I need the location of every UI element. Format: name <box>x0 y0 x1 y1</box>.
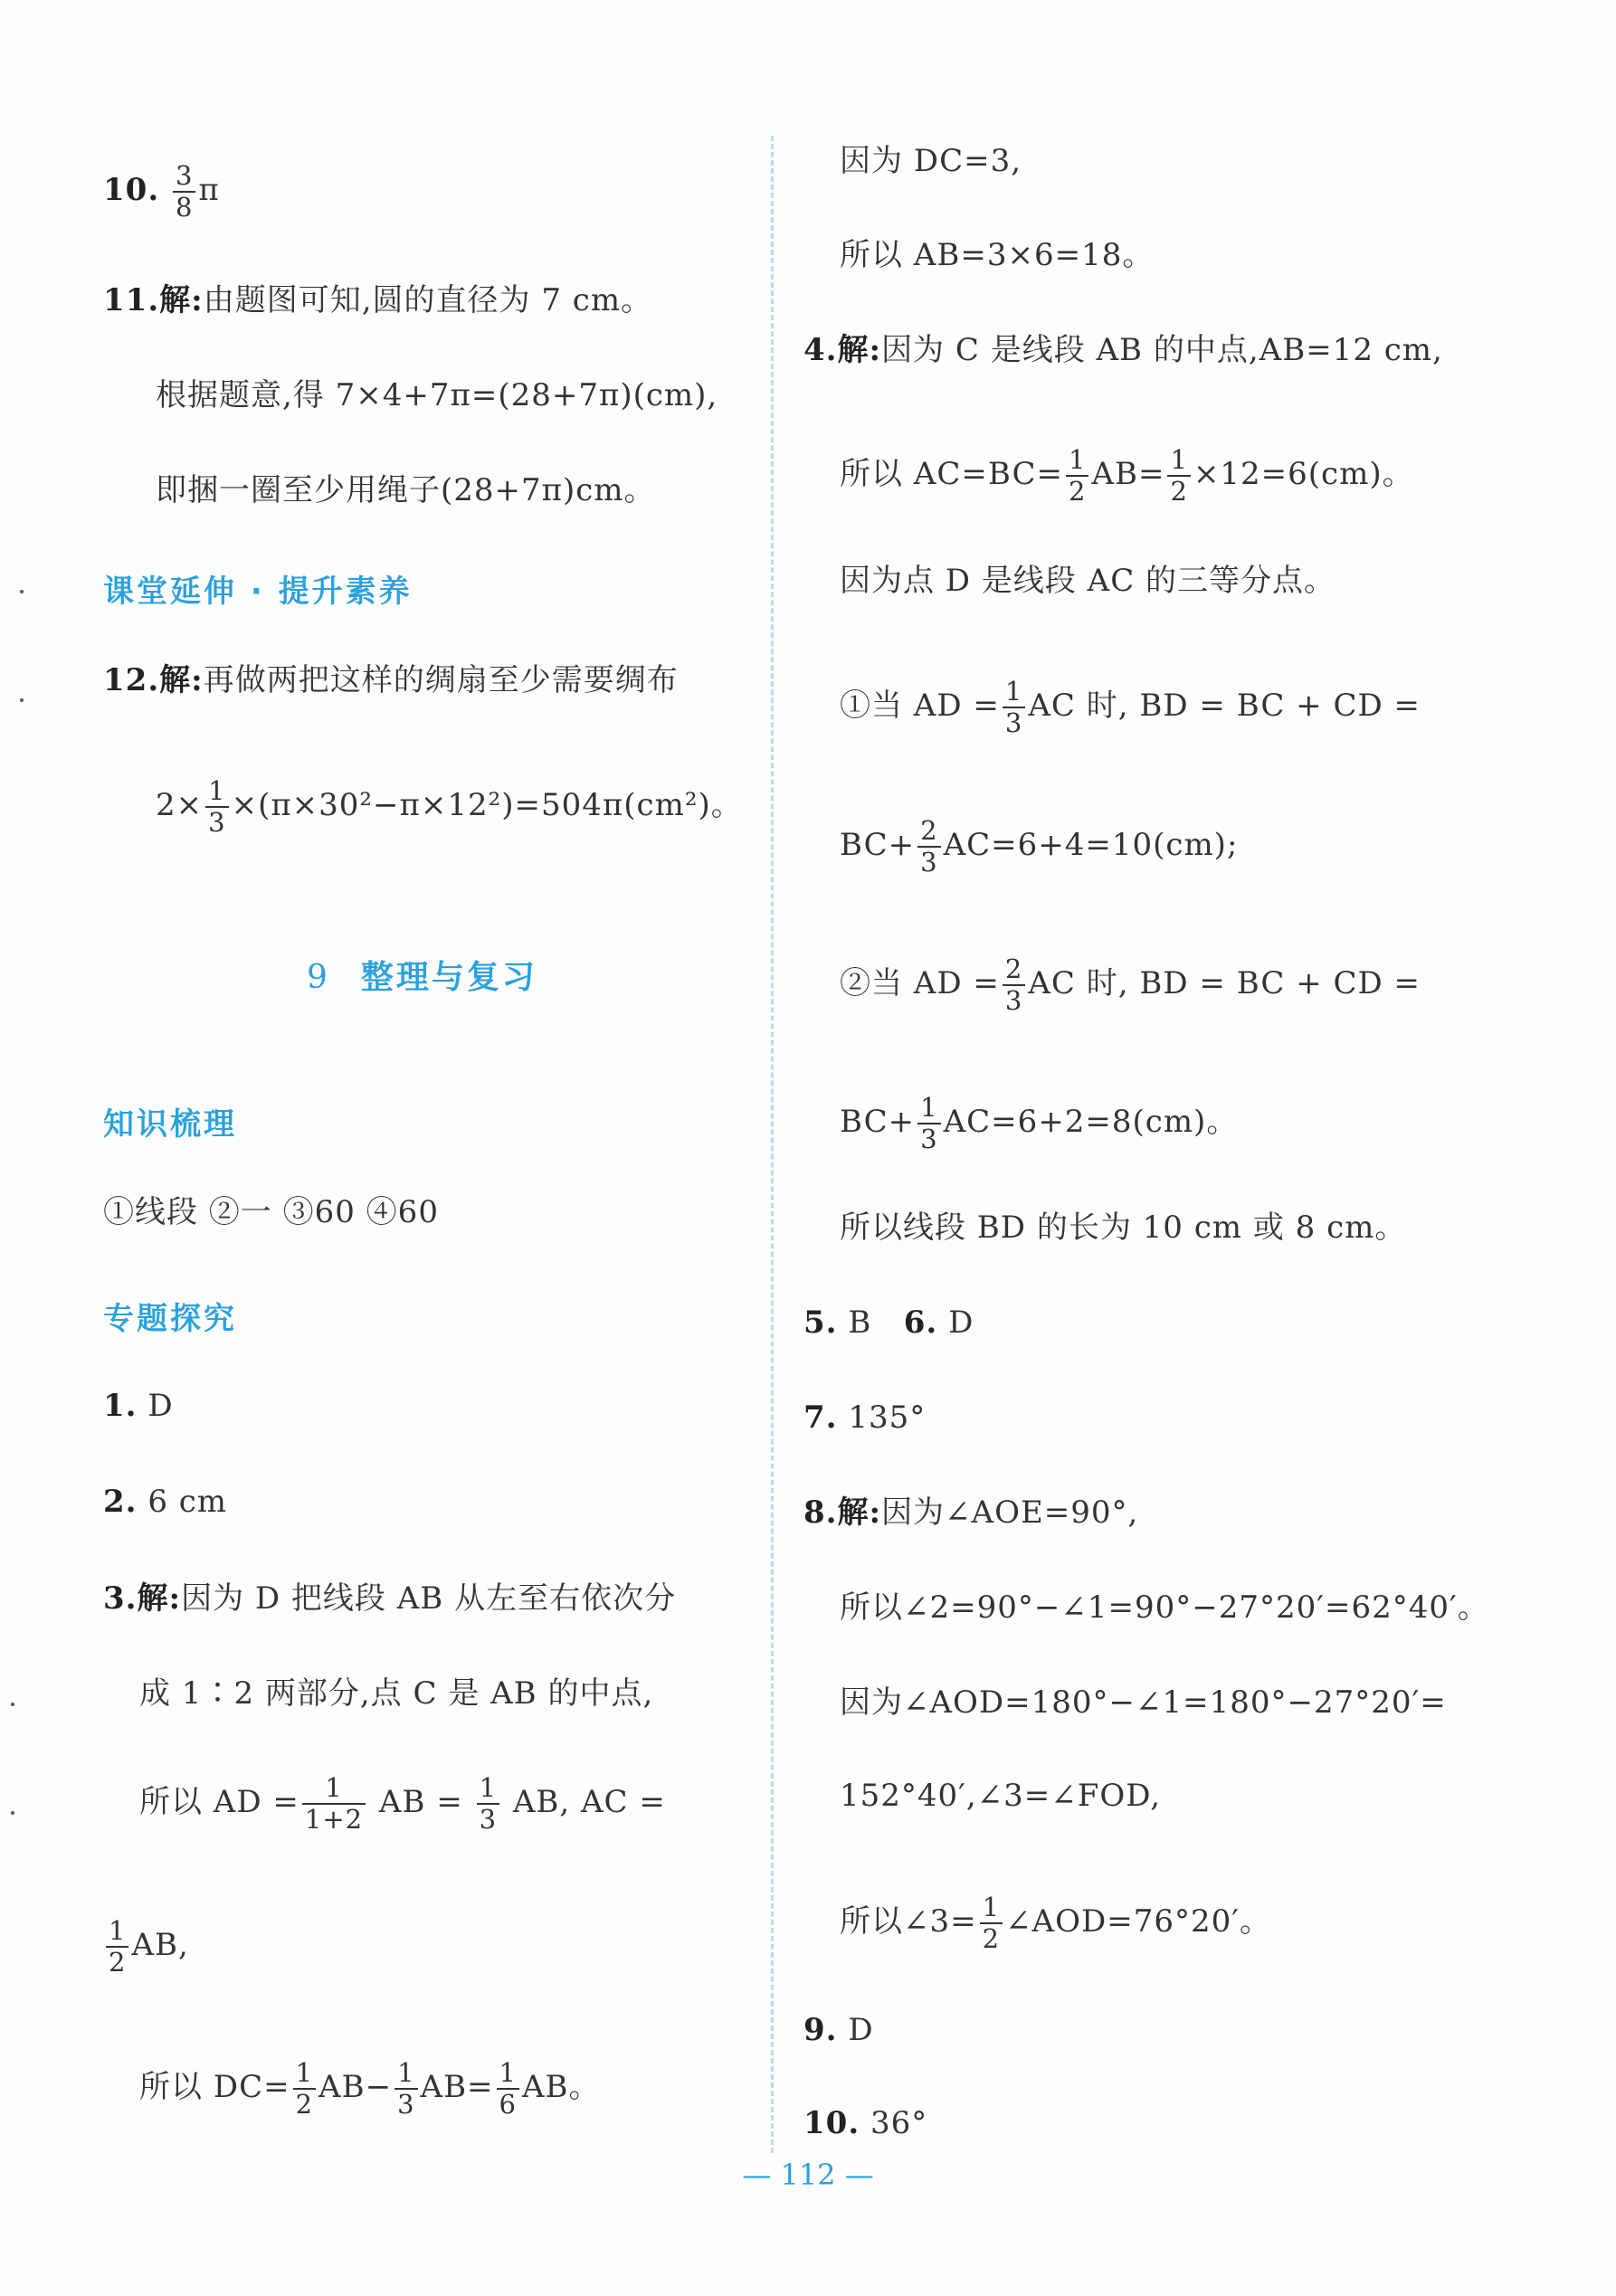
footer-dash-left: — <box>742 2158 781 2192</box>
fraction: $\frac{1}{1+2}$ <box>302 1773 366 1835</box>
column-divider <box>771 136 774 2153</box>
answer-q8-line1: 8.解:因为∠AOE=90°, <box>803 1494 1139 1531</box>
answer-q3-line4: $\frac{1}{2}$ AB, <box>103 1916 189 1978</box>
answer-q4-line5: BC+ $\frac{2}{3}$ AC=6+4=10(cm); <box>840 815 1239 878</box>
fraction: $\frac{1}{3}$ <box>917 1093 940 1154</box>
answer-q3-cont-line2: 所以 AB=3×6=18。 <box>840 237 1155 273</box>
section-heading-extend: 课堂延伸 · 提升素养 <box>103 574 413 610</box>
page-number-footer <box>0 2158 1616 2192</box>
knowledge-answers: ①线段 ②一 ③60 ④60 <box>103 1194 439 1230</box>
margin-dot <box>20 698 24 702</box>
fraction: $\frac{1}{3}$ <box>205 776 228 838</box>
answer-q4-line4: ①当 AD = $\frac{1}{3}$ AC 时, BD = BC + CD = <box>840 676 1421 738</box>
fraction: $\frac{1}{2}$ <box>980 1893 1003 1954</box>
fraction: $\frac{3}{8}$ <box>173 161 195 223</box>
section-heading-knowledge: 知识梳理 <box>103 1106 237 1143</box>
answer-q10-left: 10. $\frac{3}{8}$ π <box>103 160 220 223</box>
answer-q11-line2: 根据题意,得 7×4+7π=(28+7π)(cm), <box>156 377 718 413</box>
fraction: $\frac{1}{3}$ <box>394 2058 417 2120</box>
fraction: $\frac{1}{3}$ <box>1003 677 1025 738</box>
answer-q1: 1. D <box>103 1388 174 1424</box>
fraction: $\frac{1}{2}$ <box>293 2058 316 2120</box>
fraction: $\frac{2}{3}$ <box>1003 954 1025 1016</box>
answer-q3-cont-line1: 因为 DC=3, <box>840 143 1022 179</box>
margin-dot <box>11 1703 14 1706</box>
fraction: $\frac{1}{6}$ <box>497 2058 519 2120</box>
answer-q3-line5: 所以 DC= $\frac{1}{2}$ AB− $\frac{1}{3}$ AB= $\frac{1}{6}$ AB。 <box>139 2057 601 2120</box>
answer-q4-line8: 所以线段 BD 的长为 10 cm 或 8 cm。 <box>840 1210 1407 1246</box>
answer-q9: 9. D <box>803 2012 874 2048</box>
page-number: 112 <box>780 2158 836 2192</box>
answer-q12-line1: 12.解:再做两把这样的绸扇至少需要绸布 <box>103 662 679 698</box>
answer-q7: 7. 135° <box>803 1399 927 1436</box>
fraction: $\frac{1}{3}$ <box>477 1773 499 1835</box>
answer-q8-line4: 152°40′,∠3=∠FOD, <box>840 1778 1162 1814</box>
chapter-heading: 9 整理与复习 <box>307 959 537 996</box>
answer-q4-line6: ②当 AD = $\frac{2}{3}$ AC 时, BD = BC + CD = <box>840 954 1421 1016</box>
margin-dot <box>20 590 24 593</box>
answer-q11-line3: 即捆一圈至少用绳子(28+7π)cm。 <box>156 472 656 508</box>
answer-q8-line3: 因为∠AOD=180°−∠1=180°−27°20′= <box>840 1684 1447 1721</box>
answer-q4-line1: 4.解:因为 C 是线段 AB 的中点,AB=12 cm, <box>803 332 1443 368</box>
answer-q3-line2: 成 1∶2 两部分,点 C 是 AB 的中点, <box>139 1675 654 1712</box>
answer-q8-line5: 所以∠3= $\frac{1}{2}$ ∠AOD=76°20′。 <box>840 1892 1271 1954</box>
answer-q10-right: 10. 36° <box>803 2105 928 2141</box>
footer-dash-right: — <box>835 2158 874 2192</box>
answer-q3-line1: 3.解:因为 D 把线段 AB 从左至右依次分 <box>103 1580 677 1617</box>
margin-dot <box>11 1811 14 1815</box>
answer-q4-line2: 所以 AC=BC= $\frac{1}{2}$ AB= $\frac{1}{2}$ ×12=6(cm)。 <box>840 444 1414 507</box>
section-heading-topic: 专题探究 <box>103 1301 237 1337</box>
answer-q8-line2: 所以∠2=90°−∠1=90°−27°20′=62°40′。 <box>840 1589 1489 1626</box>
fraction: $\frac{1}{2}$ <box>106 1916 128 1978</box>
answer-q3-line3: 所以 AD = $\frac{1}{1+2}$ AB = $\frac{1}{3}$ AB, AC = <box>139 1772 666 1835</box>
answer-q2: 2. 6 cm <box>103 1484 228 1520</box>
answer-q4-line7: BC+ $\frac{1}{3}$ AC=6+2=8(cm)。 <box>840 1092 1239 1154</box>
fraction: $\frac{1}{2}$ <box>1066 445 1088 507</box>
answer-q12-line2: 2× $\frac{1}{3}$ ×(π×30²−π×12²)=504π(cm²)。 <box>156 775 743 838</box>
answer-q5-q6: 5. B 6. D <box>803 1305 974 1341</box>
fraction: $\frac{1}{2}$ <box>1167 445 1190 507</box>
answer-q4-line3: 因为点 D 是线段 AC 的三等分点。 <box>840 563 1336 599</box>
answer-q11-line1: 11.解:由题图可知,圆的直径为 7 cm。 <box>103 282 653 318</box>
fraction: $\frac{2}{3}$ <box>917 816 940 878</box>
